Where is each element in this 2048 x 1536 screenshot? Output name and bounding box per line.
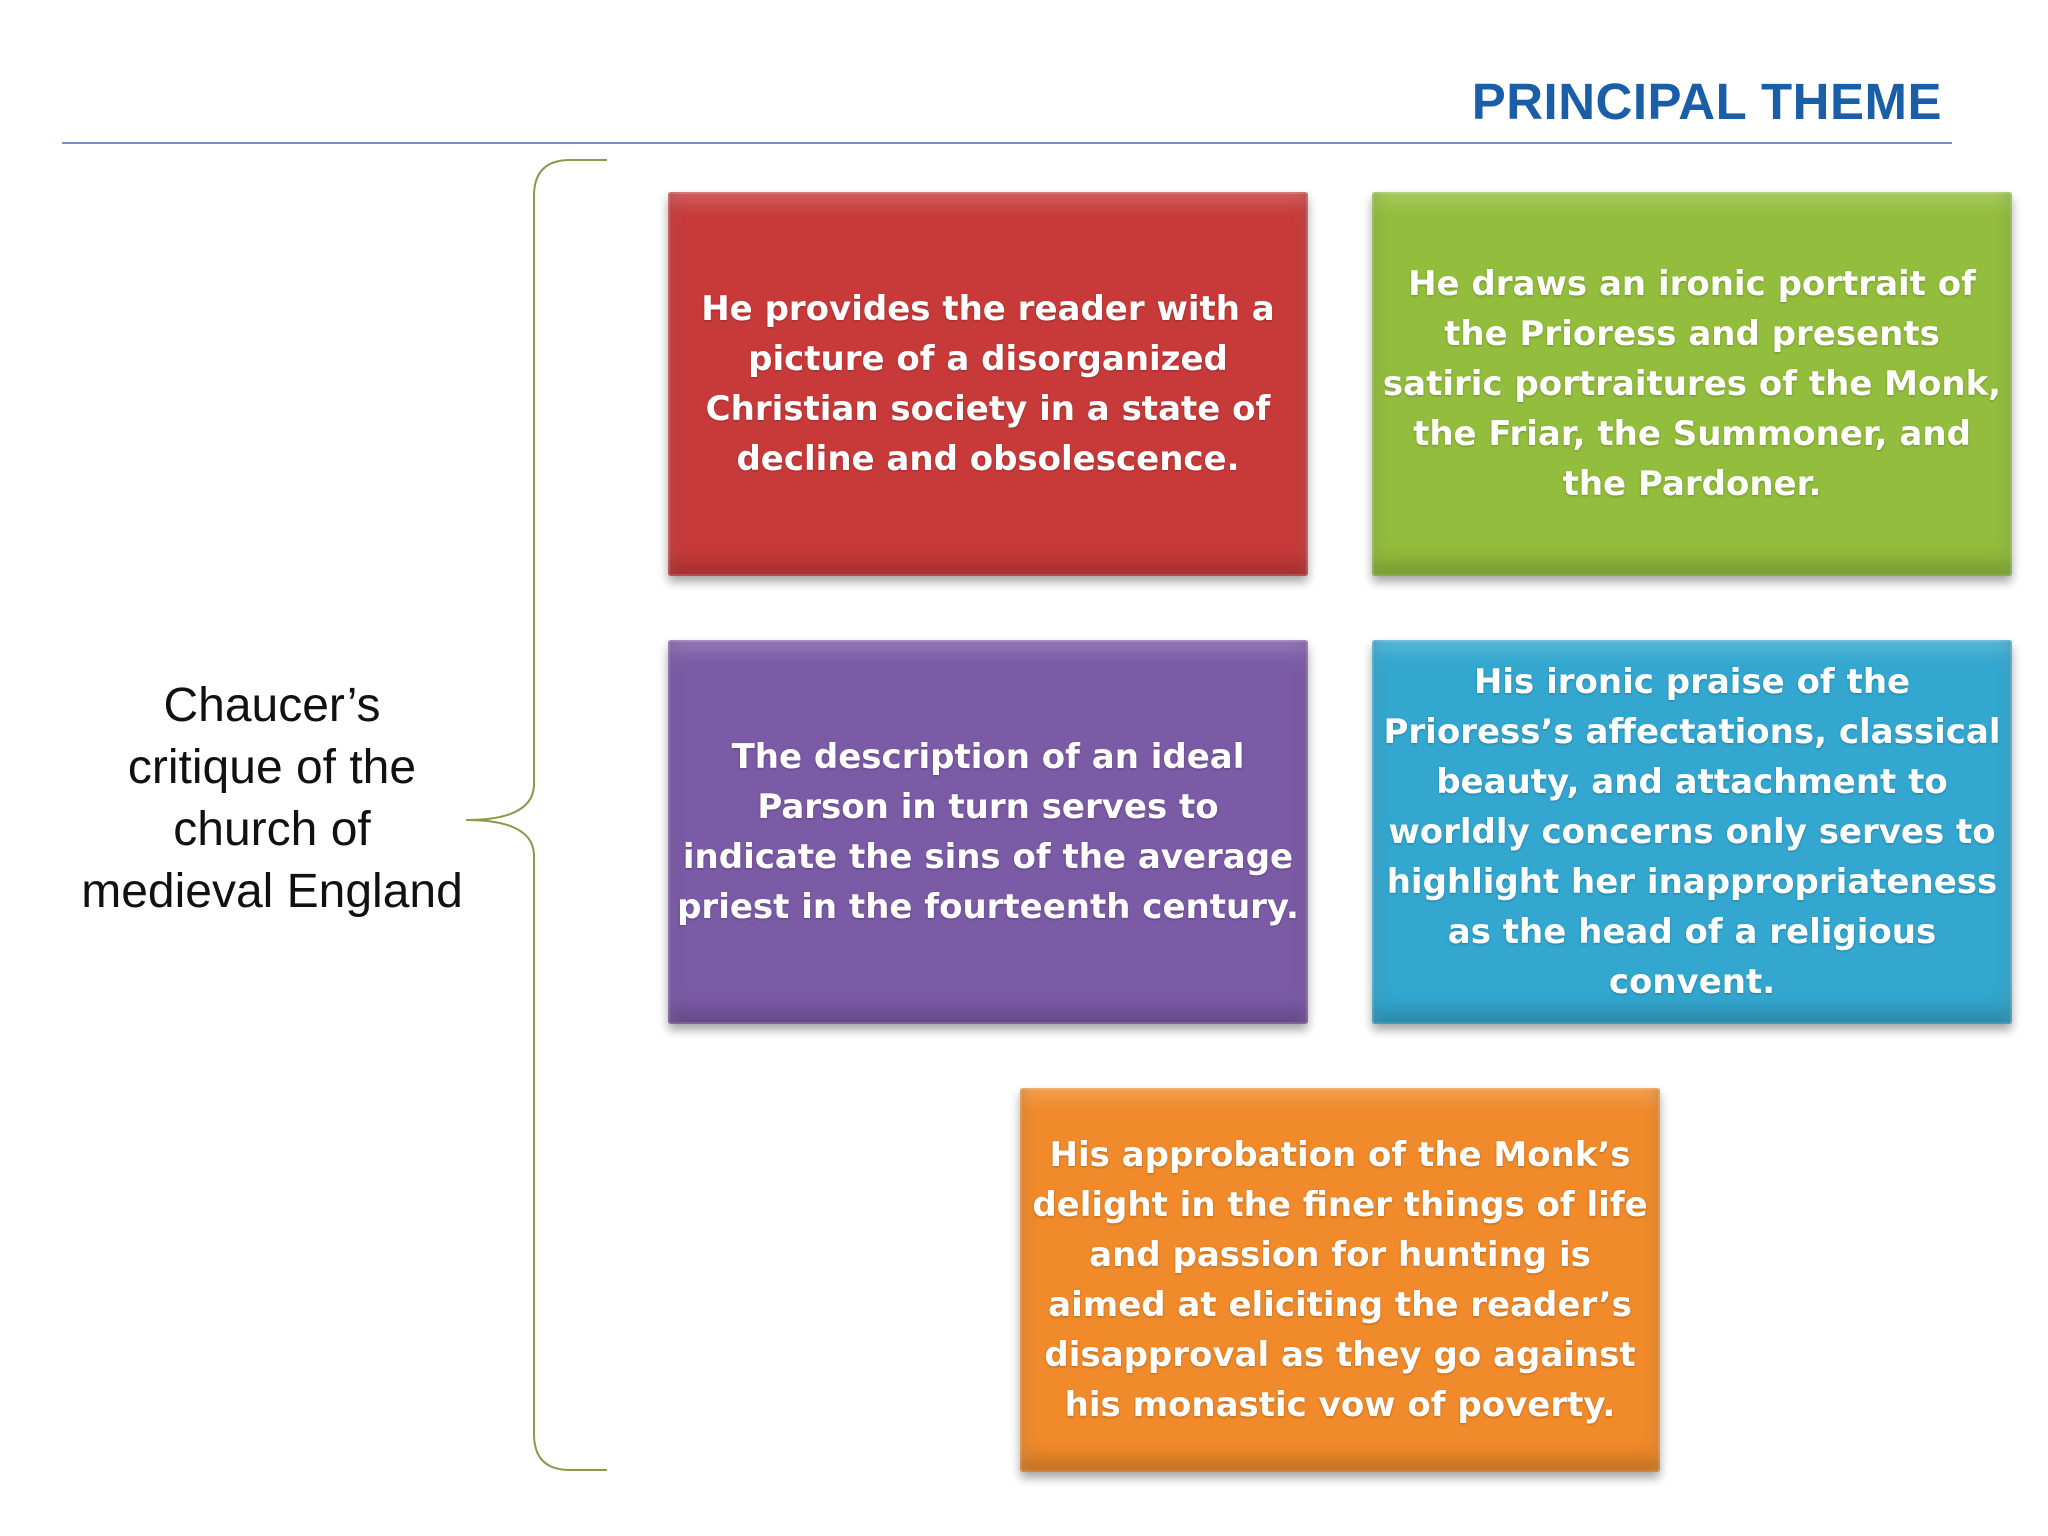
central-concept-line-1: Chaucer’s	[163, 679, 381, 732]
central-concept-line-3: church of	[173, 803, 371, 856]
point-text-disorganized-society: He provides the reader with a picture of a disorganized Christian society in a state of decline and obsolescence.	[701, 289, 1275, 479]
point-text-ironic-portraits: He draws an ironic portrait of the Prioress and presents satiric portraitures of the Monk, the Friar, the Summoner, and the Pardoner.	[1382, 264, 2002, 504]
point-text-ideal-parson: The description of an ideal Parson in turn serves to indicate the sins of the average priest in the fourteenth century.	[677, 737, 1299, 927]
point-box-disorganized-society	[668, 192, 1308, 576]
point-text-prioress-praise: His ironic praise of the Prioress’s affectations, classical beauty, and attachment to worldly concerns only serves to highlight her inappropriateness as the head of a religious convent.	[1383, 662, 2001, 1002]
point-box-ironic-portraits	[1372, 192, 2012, 576]
point-box-prioress-praise	[1372, 640, 2012, 1024]
point-box-ideal-parson	[668, 640, 1308, 1024]
point-box-monk-approbation	[1020, 1088, 1660, 1472]
point-text-monk-approbation: His approbation of the Monk’s delight in the finer things of life and passion for hunting is aimed at eliciting the reader’s disapproval as they go against his monastic vow of poverty.	[1032, 1135, 1648, 1425]
slide-title: PRINCIPAL THEME	[1471, 73, 1942, 130]
central-concept-line-4: medieval England	[81, 865, 463, 918]
brace-path	[466, 160, 607, 1470]
central-concept-line-2: critique of the	[127, 741, 417, 794]
